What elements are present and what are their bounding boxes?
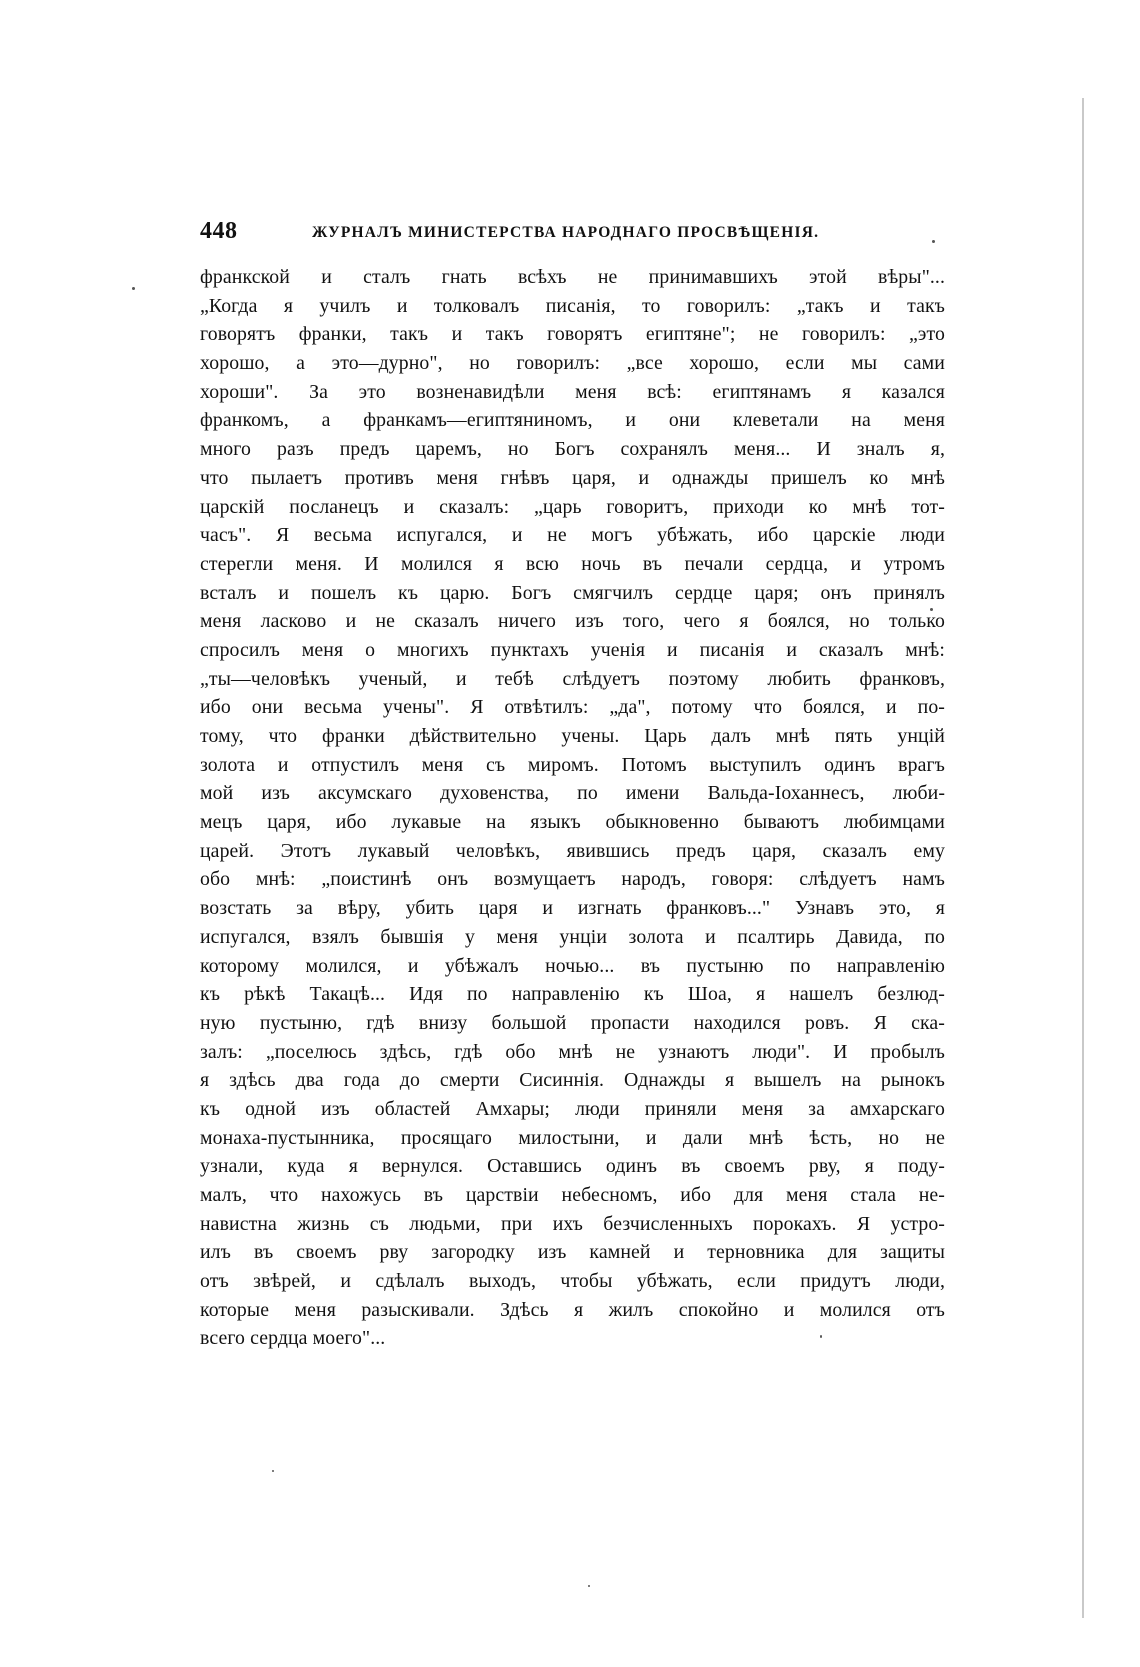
text-line: что пылаетъ противъ меня гнѣвъ царя, и однажды пришелъ ко мнѣ	[200, 466, 945, 489]
text-line: „Когда я училъ и толковалъ писанія, то говорилъ: „такъ и такъ	[200, 294, 945, 317]
text-line: всего сердца моего"...	[200, 1327, 386, 1350]
text-line: узнали, куда я вернулся. Оставшись одинъ въ своемъ рву, я поду-	[200, 1155, 945, 1178]
text-line: илъ въ своемъ рву загородку изъ камней и терновника для защиты	[200, 1241, 945, 1264]
text-line: отъ звѣрей, и сдѣлалъ выходъ, чтобы убѣжать, если придутъ люди,	[200, 1270, 945, 1293]
text-line: „ты—человѣкъ ученый, и тебѣ слѣдуетъ поэтому любить франковъ,	[200, 667, 945, 690]
text-line: мой изъ аксумскаго духовенства, по имени Вальда-Іоханнесъ, люби-	[200, 782, 945, 805]
text-line: всталъ и пошелъ къ царю. Богъ смягчилъ сердце царя; онъ принялъ	[200, 581, 945, 604]
scan-speck	[132, 287, 135, 290]
text-line: царей. Этотъ лукавый человѣкъ, явившись предъ царя, сказалъ ему	[200, 839, 945, 862]
page-edge-rule	[1082, 98, 1084, 1618]
text-line: меня ласково и не сказалъ ничего изъ того, чего я боялся, но только	[200, 610, 945, 633]
text-line: хорошо, а это—дурно", но говорилъ: „все хорошо, если мы сами	[200, 352, 945, 375]
text-line: говорятъ франки, такъ и такъ говорятъ египтяне"; не говорилъ: „это	[200, 323, 945, 346]
text-line: которому молился, и убѣжалъ ночью... въ пустыню по направленію	[200, 954, 945, 977]
text-line: ибо они весьма учены". Я отвѣтилъ: „да", потому что боялся, и по-	[200, 696, 945, 719]
text-line: мецъ царя, ибо лукавые на языкъ обыкновенно бываютъ любимцами	[200, 811, 945, 834]
text-line: царскій посланецъ и сказалъ: „царь говоритъ, приходи ко мнѣ тот-	[200, 495, 945, 518]
text-line: много разъ предъ царемъ, но Богъ сохранялъ меня... И зналъ я,	[200, 438, 945, 461]
text-line: къ рѣкѣ Такацѣ... Идя по направленію къ Шоа, я нашелъ безлюд-	[200, 983, 945, 1006]
text-line: къ одной изъ областей Амхары; люди приняли меня за амхарскаго	[200, 1097, 945, 1120]
text-line: часъ". Я весьма испугался, и не могъ убѣжать, ибо царскіе люди	[200, 524, 945, 547]
text-line: малъ, что нахожусь въ царствіи небесномъ, ибо для меня стала не-	[200, 1184, 945, 1206]
text-line: которые меня разыскивали. Здѣсь я жилъ спокойно и молился отъ	[200, 1298, 945, 1321]
page-number: 448	[200, 218, 238, 244]
text-line: я здѣсь два года до смерти Сисиннія. Однажды я вышелъ на рынокъ	[200, 1069, 945, 1092]
text-line: испугался, взялъ бывшія у меня унціи золота и псалтирь Давида, по	[200, 925, 945, 948]
text-line: возстать за вѣру, убить царя и изгнать франковъ..." Узнавъ это, я	[200, 897, 945, 920]
text-line: ную пустыню, гдѣ внизу большой пропасти находился ровъ. Я ска-	[200, 1011, 945, 1034]
text-line: спросилъ меня о многихъ пунктахъ ученія и писанія и сказалъ мнѣ:	[200, 638, 945, 661]
text-line: обо мнѣ: „поистинѣ онъ возмущаетъ народъ, говоря: слѣдуетъ намъ	[200, 868, 945, 891]
scan-speck	[588, 1585, 590, 1587]
text-line: золота и отпустилъ меня съ миромъ. Потомъ выступилъ одинъ врагъ	[200, 753, 945, 776]
page-header	[200, 218, 930, 248]
text-line: навистна жизнь съ людьми, при ихъ безчисленныхъ порокахъ. Я устро-	[200, 1212, 945, 1235]
text-line: франкомъ, а франкамъ—египтяниномъ, и они клеветали на меня	[200, 409, 945, 432]
scan-speck	[272, 1470, 274, 1472]
text-line: стерегли меня. И молился я всю ночь въ печали сердца, и утромъ	[200, 552, 945, 575]
text-line: залъ: „поселюсь здѣсь, гдѣ обо мнѣ не узнаютъ люди". И пробылъ	[200, 1040, 945, 1063]
scan-speck	[932, 240, 935, 243]
running-title: ЖУРНАЛЪ МИНИСТЕРСТВА НАРОДНАГО ПРОСВѢЩЕНІЯ.	[312, 224, 820, 241]
text-line: хороши". За это возненавидѣли меня всѣ: египтянамъ я казался	[200, 380, 945, 403]
text-line: монаха-пустынника, просящаго милостыни, и дали мнѣ ѣсть, но не	[200, 1126, 945, 1149]
text-line: тому, что франки дѣйствительно учены. Царь далъ мнѣ пять унцій	[200, 725, 945, 747]
body-text	[200, 263, 945, 1353]
text-line: франкской и сталъ гнать всѣхъ не принимавшихъ этой вѣры"...	[200, 266, 945, 288]
